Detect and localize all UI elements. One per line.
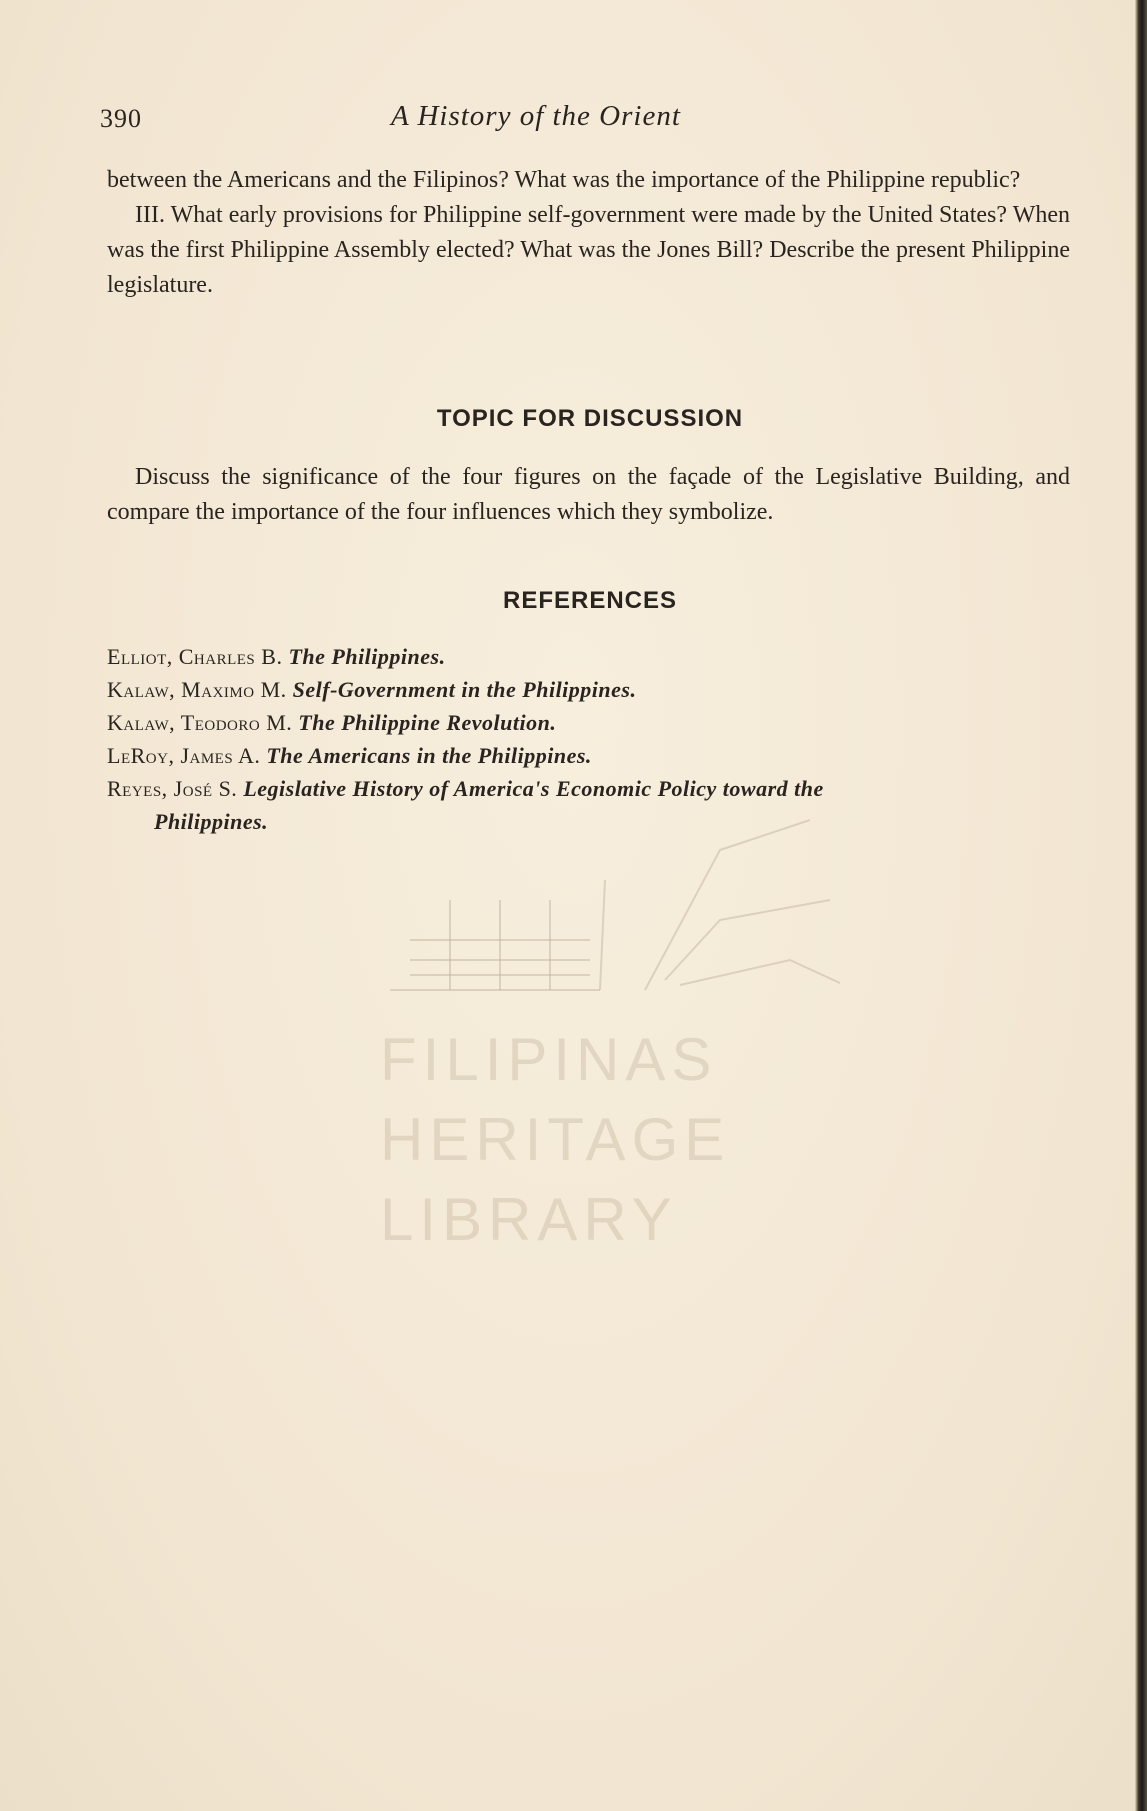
reference-work: Self-Government in the Philippines.: [292, 677, 637, 702]
references-list: [107, 640, 1087, 838]
question-iii: III. What early provisions for Philippine self-government were made by the United States? When was the first Philippine Assembly elected? What was the Jones Bill? Describe the present Philippine legislature.: [107, 202, 1070, 298]
reference-work: The Philippine Revolution.: [298, 710, 557, 735]
reference-work: The Philippines.: [288, 644, 446, 669]
watermark-text: HERITAGE: [380, 1106, 731, 1173]
reference-item: [107, 640, 1087, 673]
reference-author: LeRoy, James A.: [107, 743, 261, 768]
reference-author: Reyes, José S.: [107, 776, 238, 801]
reference-item: [107, 772, 1087, 805]
topic-heading: TOPIC FOR DISCUSSION: [436, 405, 744, 432]
reference-work: The Americans in the Philippines.: [266, 743, 592, 768]
library-watermark: [380, 810, 840, 1253]
running-title: A History of the Orient: [391, 100, 681, 132]
reference-item: [107, 739, 1087, 772]
reference-author: Kalaw, Maximo M.: [107, 677, 287, 702]
watermark-text: LIBRARY: [380, 1186, 678, 1253]
references-heading: REFERENCES: [502, 587, 678, 614]
body-text: [107, 163, 1070, 303]
reference-author: Elliot, Charles B.: [107, 644, 283, 669]
watermark-logo-icon: [390, 810, 840, 1010]
topic-section: [107, 460, 1070, 530]
reference-item: [107, 706, 1087, 739]
reference-work: Legislative History of America's Economic Policy toward the: [243, 776, 824, 801]
reference-author: Kalaw, Teodoro M.: [107, 710, 293, 735]
watermark-text: FILIPINAS: [380, 1026, 718, 1093]
reference-item: [107, 673, 1087, 706]
page-number: 390: [100, 104, 142, 133]
topic-text: Discuss the significance of the four figures on the façade of the Legislative Building, and compare the importance of the four influences which they symbolize.: [107, 464, 1070, 525]
page-binding-edge: [1135, 0, 1147, 1811]
paragraph-continued: between the Americans and the Filipinos? What was the importance of the Philippine republic?: [107, 167, 1021, 193]
reference-work-continued: Philippines.: [154, 809, 269, 834]
running-head: [100, 100, 1060, 144]
